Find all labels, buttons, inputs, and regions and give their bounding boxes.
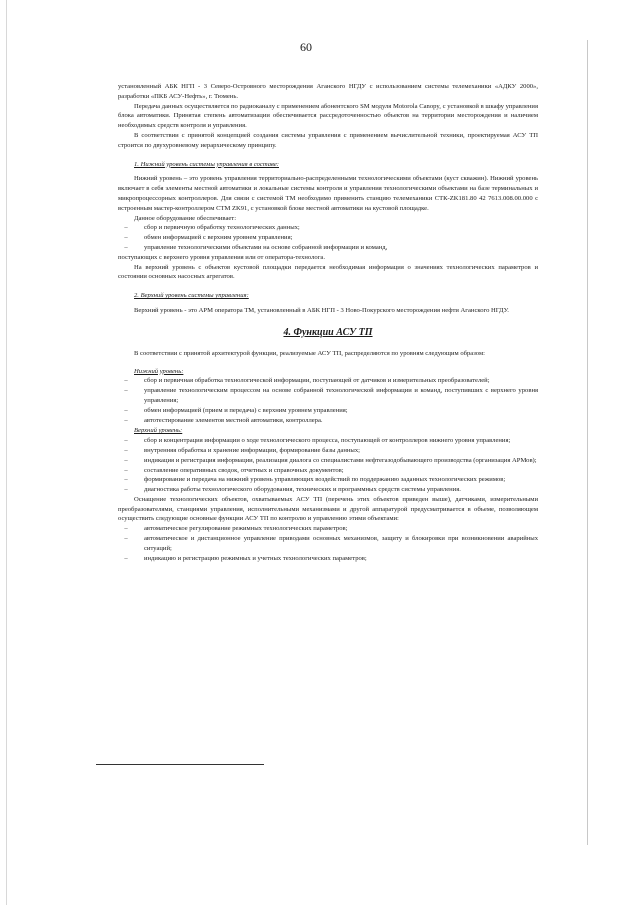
lower-level-subtitle: Нижний уровень: xyxy=(134,367,184,375)
list-item: – составление оперативных сводок, отчетных и справочных документов; xyxy=(118,466,538,476)
dash-bullet: – xyxy=(124,234,128,242)
paragraph-equipment-scope: Оснащение технологических объектов, охватываемых АСУ ТП (перечень этих объектов приведен выше), датчиками, измерительными преобразователями, станциями управления, исполнительными механизмами и другой аппаратурой предусматривается в объеме, позволяющем осуществить следующие основные функции АСУ ТП по контролю и управлению этими объектами: xyxy=(118,495,538,523)
list-item: – сбор и первичную обработку технологических данных; xyxy=(118,223,538,233)
dash-bullet: – xyxy=(124,535,128,543)
dash-bullet: – xyxy=(124,476,128,484)
list-item: – обмен информацией с верхним уровнем управления; xyxy=(118,233,538,243)
list-item: – формирование и передача на нижний уровень управляющих воздействий по поддержанию заданных технологических режимов; xyxy=(118,475,538,485)
paragraph-concept: В соответствии с принятой концепцией создания системы управления с применением вычислительной техники, проектируемая АСУ ТП строится по двухуровневому иерархическому принципу. xyxy=(118,131,538,149)
dash-bullet: – xyxy=(124,406,128,414)
dash-bullet: – xyxy=(124,243,128,251)
paragraph-upper-transfer: На верхний уровень с объектов кустовой площадки передается необходимая информация о значениях технологических параметров и состоянии основных насосных агрегатов. xyxy=(118,263,538,281)
list-item: – сбор и концентрация информации о ходе технологического процесса, поступающей от контроллеров нижнего уровня управления; xyxy=(118,436,538,446)
list-item: – диагностика работы технологического оборудования, технических и программных средств системы управления. xyxy=(118,485,538,495)
dash-bullet: – xyxy=(124,466,128,474)
paragraph-intro-continuation: установленный АБК НГП - 3 Северо-Островного месторождения Аганского НГДУ с использованием системы телемеханики «АДКУ 2000», разработки «ПКБ АСУ-Нефть», г. Тюмень. xyxy=(118,83,538,100)
list-item: – индикация и регистрация информации, реализация диалога со специалистами нефтегазодобывающего производства (организация АРМов); xyxy=(118,456,538,466)
dash-bullet: – xyxy=(124,377,128,385)
dash-bullet: – xyxy=(124,416,128,424)
list-item: – автотестирование элементов местной автоматики, контроллера. xyxy=(118,416,538,426)
dash-bullet: – xyxy=(124,437,128,445)
list-item: – управление технологическим процессом на основе собранной технологической информации и команд, поступивших с верхнего уровня управления; xyxy=(118,386,538,406)
section-upper-level-title: 2. Верхний уровень системы управления: xyxy=(134,292,249,300)
upper-level-subtitle: Верхний уровень: xyxy=(134,427,183,435)
dash-bullet: – xyxy=(124,446,128,454)
paragraph-lower-level: Нижний уровень – это уровень управления территориально-распределенными технологическими объектами (куст скважин). Нижний уровень включает в себя элементы местной автоматики и локальные системы контроля и управления технологическими объектами на базе терминальных и микропроцессорных контроллеров. Для связи с системой ТМ необходимо применить станцию телемеханики СТК-ZK181.80 42 7613.008.00.000 с встроенным мастер-контроллером СТМ ZK91, с установкой блоке местной автоматики на кустовой площадке. xyxy=(118,175,538,212)
document-body xyxy=(118,82,538,563)
list-item: – автоматическое и дистанционное управление приводами основных механизмов, защиту и блокировки при возникновении аварийных ситуаций; xyxy=(118,534,538,554)
page-number: 60 xyxy=(300,40,312,54)
section-heading-functions: 4. Функции АСУ ТП xyxy=(283,326,373,338)
list-item: – обмен информацией (прием и передача) с верхним уровнем управления; xyxy=(118,406,538,416)
scan-right-edge xyxy=(587,40,588,845)
dash-bullet: – xyxy=(124,525,128,533)
section-lower-level-title: 1. Нижний уровень системы управления в составе: xyxy=(134,160,279,168)
dash-bullet: – xyxy=(124,387,128,395)
dash-bullet: – xyxy=(124,224,128,232)
list-item: – управление технологическими объектами на основе собранной информации и команд, xyxy=(118,243,538,253)
list-item: – внутренняя обработка и хранение информации, формирование базы данных; xyxy=(118,446,538,456)
paragraph-upper-level: Верхний уровень - это АРМ оператора ТМ, установленный в АБК НГП - 3 Ново-Покурского месторождения нефти Аганского НГДУ. xyxy=(134,306,509,314)
scan-left-edge xyxy=(6,0,7,905)
dash-bullet: – xyxy=(124,486,128,494)
dash-bullet: – xyxy=(124,554,128,562)
list-item: – сбор и первичная обработка технологической информации, поступающей от датчиков и измерительных преобразователей; xyxy=(118,376,538,386)
paragraph-equipment-provides: Данное оборудование обеспечивает: xyxy=(134,214,237,222)
list-item: – индикацию и регистрацию режимных и учетных технологических параметров; xyxy=(118,554,538,564)
document-page xyxy=(118,0,538,905)
footnote-rule xyxy=(96,764,264,765)
dash-bullet: – xyxy=(124,456,128,464)
paragraph-data-transfer: Передача данных осуществляется по радиоканалу с применением абонентского SM модуля Motorola Canopy, с установкой в шкафу управления блока автоматики. Принятая степень автоматизации обеспечивается рассредоточенностью объектов на территории месторождения и наличием необходимых средств контроля и управления. xyxy=(118,102,538,130)
list-item: – автоматическое регулирование режимных технологических параметров; xyxy=(118,524,538,534)
list-item-continuation: поступающих с верхнего уровня управления или от оператора-технолога. xyxy=(118,253,325,261)
paragraph-functions-intro: В соответствии с принятой архитектурой функции, реализуемые АСУ ТП, распределяются по уровням следующим образом: xyxy=(134,349,485,357)
